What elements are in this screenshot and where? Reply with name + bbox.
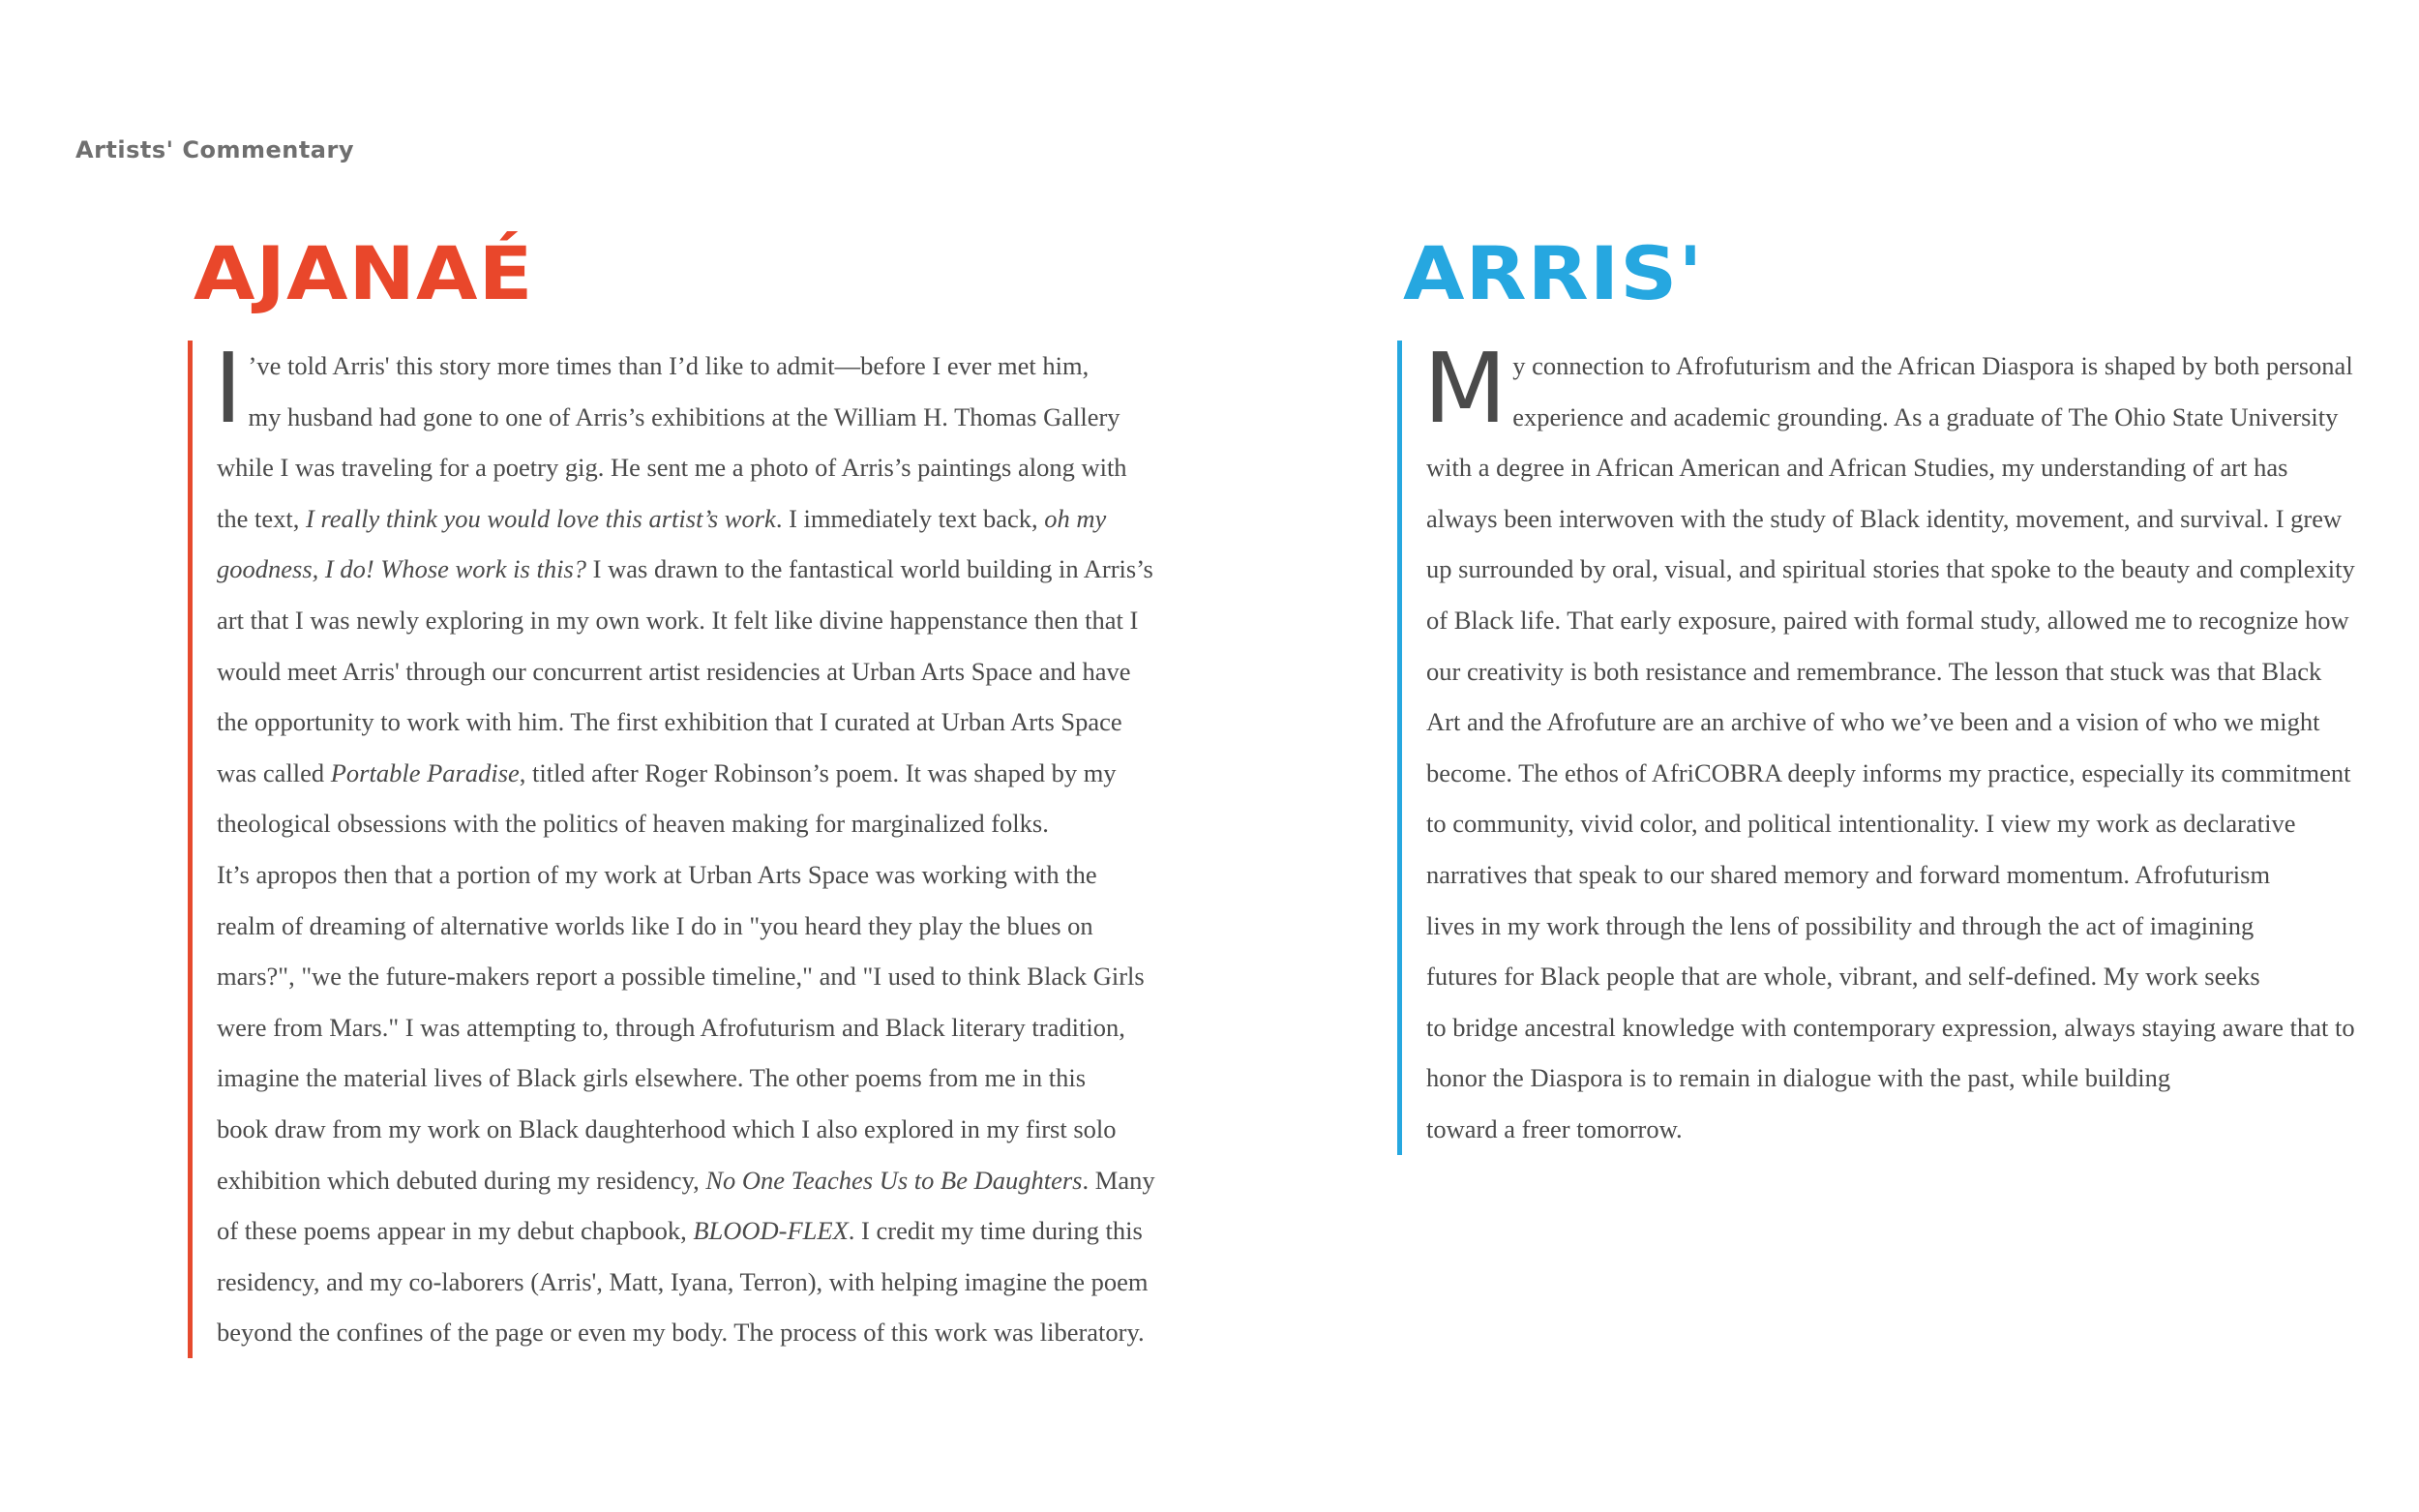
ajanae-text-line: residency, and my co-laborers (Arris', Matt, Iyana, Terron), with helping imagine the poem xyxy=(217,1266,1149,1296)
ajanae-text-line: my husband had gone to one of Arris’s exhibitions at the William H. Thomas Gallery xyxy=(248,401,1120,431)
ajanae-text-line: theological obsessions with the politics of heaven making for marginalized folks. xyxy=(217,809,1049,839)
ajanae-italic-title: I really think you would love this artist’s work xyxy=(306,503,776,533)
ajanae-text-line: beyond the confines of the page or even my body. The process of this work was liberatory. xyxy=(217,1318,1145,1348)
ajanae-text-segment: I was drawn to the fantastical world building in Arris’s xyxy=(586,554,1153,584)
ajanae-text-line xyxy=(217,493,1107,545)
arris-text-line: to bridge ancestral knowledge with contemporary expression, always staying aware that to xyxy=(1426,1012,2355,1042)
arris-text-line: narratives that speak to our shared memory and forward momentum. Afrofuturism xyxy=(1426,859,2271,889)
ajanae-text-segment: , titled after Roger Robinson’s poem. It was shaped by my xyxy=(519,757,1117,787)
ajanae-heading: AJANAÉ xyxy=(194,232,534,317)
arris-text-line: honor the Diaspora is to remain in dialogue with the past, while building xyxy=(1426,1063,2171,1093)
ajanae-text-line: were from Mars." I was attempting to, through Afrofuturism and Black literary tradition, xyxy=(217,1012,1125,1042)
ajanae-text xyxy=(214,332,1155,1358)
arris-accent-rule xyxy=(1397,341,1402,1155)
ajanae-italic-title: goodness, I do! Whose work is this? xyxy=(217,554,587,584)
ajanae-text-line: mars?", "we the future-makers report a possible timeline," and "I used to think Black Girls xyxy=(217,962,1145,992)
ajanae-text-segment: exhibition which debuted during my residency, xyxy=(217,1165,706,1195)
ajanae-text-line xyxy=(217,1155,1155,1206)
arris-text-line: toward a freer tomorrow. xyxy=(1426,1113,1683,1143)
ajanae-text-line: while I was traveling for a poetry gig. He sent me a photo of Arris’s paintings along with xyxy=(217,453,1127,483)
arris-text-line: to community, vivid color, and political intentionality. I view my work as declarative xyxy=(1426,809,2296,839)
ajanae-text-segment: of these poems appear in my debut chapbook, xyxy=(217,1216,694,1246)
ajanae-italic-title: Portable Paradise xyxy=(330,757,520,787)
ajanae-text-segment: . Many xyxy=(1082,1165,1155,1195)
arris-text xyxy=(1423,332,2355,1155)
arris-column xyxy=(1397,232,2355,1155)
ajanae-text-segment: . I credit my time during this xyxy=(848,1216,1143,1246)
arris-dropcap: M xyxy=(1423,332,1508,445)
ajanae-text-segment: . I immediately text back, xyxy=(775,503,1045,533)
ajanae-body xyxy=(188,332,1155,1358)
ajanae-italic-title: No One Teaches Us to Be Daughters xyxy=(705,1165,1083,1195)
ajanae-text-line xyxy=(217,544,1153,595)
arris-text-line: with a degree in African American and African Studies, my understanding of art has xyxy=(1426,453,2288,483)
ajanae-text-line: ’ve told Arris' this story more times than I’d like to admit—before I ever met him, xyxy=(248,351,1090,380)
arris-text-line: of Black life. That early exposure, paired with formal study, allowed me to recognize how xyxy=(1426,605,2349,635)
arris-text-line: y connection to Afrofuturism and the African Diaspora is shaped by both personal xyxy=(1512,351,2353,380)
ajanae-text-segment: was called xyxy=(217,757,331,787)
ajanae-text-line xyxy=(217,748,1117,799)
ajanae-text-line: realm of dreaming of alternative worlds like I do in "you heard they play the blues on xyxy=(217,910,1093,940)
ajanae-text-line: the opportunity to work with him. The first exhibition that I curated at Urban Arts Space xyxy=(217,707,1122,737)
ajanae-text-line xyxy=(217,1205,1143,1257)
ajanae-text-line: book draw from my work on Black daughterhood which I also explored in my first solo xyxy=(217,1113,1117,1143)
arris-text-line: Art and the Afrofuture are an archive of who we’ve been and a vision of who we might xyxy=(1426,707,2320,737)
arris-text-line: become. The ethos of AfriCOBRA deeply informs my practice, especially its commitment xyxy=(1426,757,2351,787)
ajanae-accent-rule xyxy=(188,341,193,1358)
arris-text-line: lives in my work through the lens of possibility and through the act of imagining xyxy=(1426,910,2255,940)
ajanae-italic-title: BLOOD-FLEX xyxy=(693,1216,849,1246)
ajanae-column xyxy=(188,232,1155,1358)
arris-text-line: our creativity is both resistance and remembrance. The lesson that stuck was that Black xyxy=(1426,656,2322,686)
arris-text-line: up surrounded by oral, visual, and spiritual stories that spoke to the beauty and complexity xyxy=(1426,554,2355,584)
arris-heading: ARRIS' xyxy=(1403,232,1704,317)
section-label: Artists' Commentary xyxy=(75,136,354,163)
ajanae-italic-title: oh my xyxy=(1044,503,1107,533)
arris-text-line: experience and academic grounding. As a graduate of The Ohio State University xyxy=(1512,401,2339,431)
ajanae-text-line: would meet Arris' through our concurrent artist residencies at Urban Arts Space and have xyxy=(217,656,1131,686)
ajanae-text-segment: the text, xyxy=(217,503,306,533)
ajanae-dropcap: I xyxy=(214,332,243,445)
arris-body xyxy=(1397,332,2355,1155)
arris-text-line: futures for Black people that are whole, vibrant, and self-defined. My work seeks xyxy=(1426,962,2260,992)
ajanae-text-line: imagine the material lives of Black girls elsewhere. The other poems from me in this xyxy=(217,1063,1087,1093)
ajanae-text-line: It’s apropos then that a portion of my work at Urban Arts Space was working with the xyxy=(217,859,1097,889)
arris-text-line: always been interwoven with the study of Black identity, movement, and survival. I grew xyxy=(1426,503,2343,533)
ajanae-text-line: art that I was newly exploring in my own work. It felt like divine happenstance then that I xyxy=(217,605,1139,635)
